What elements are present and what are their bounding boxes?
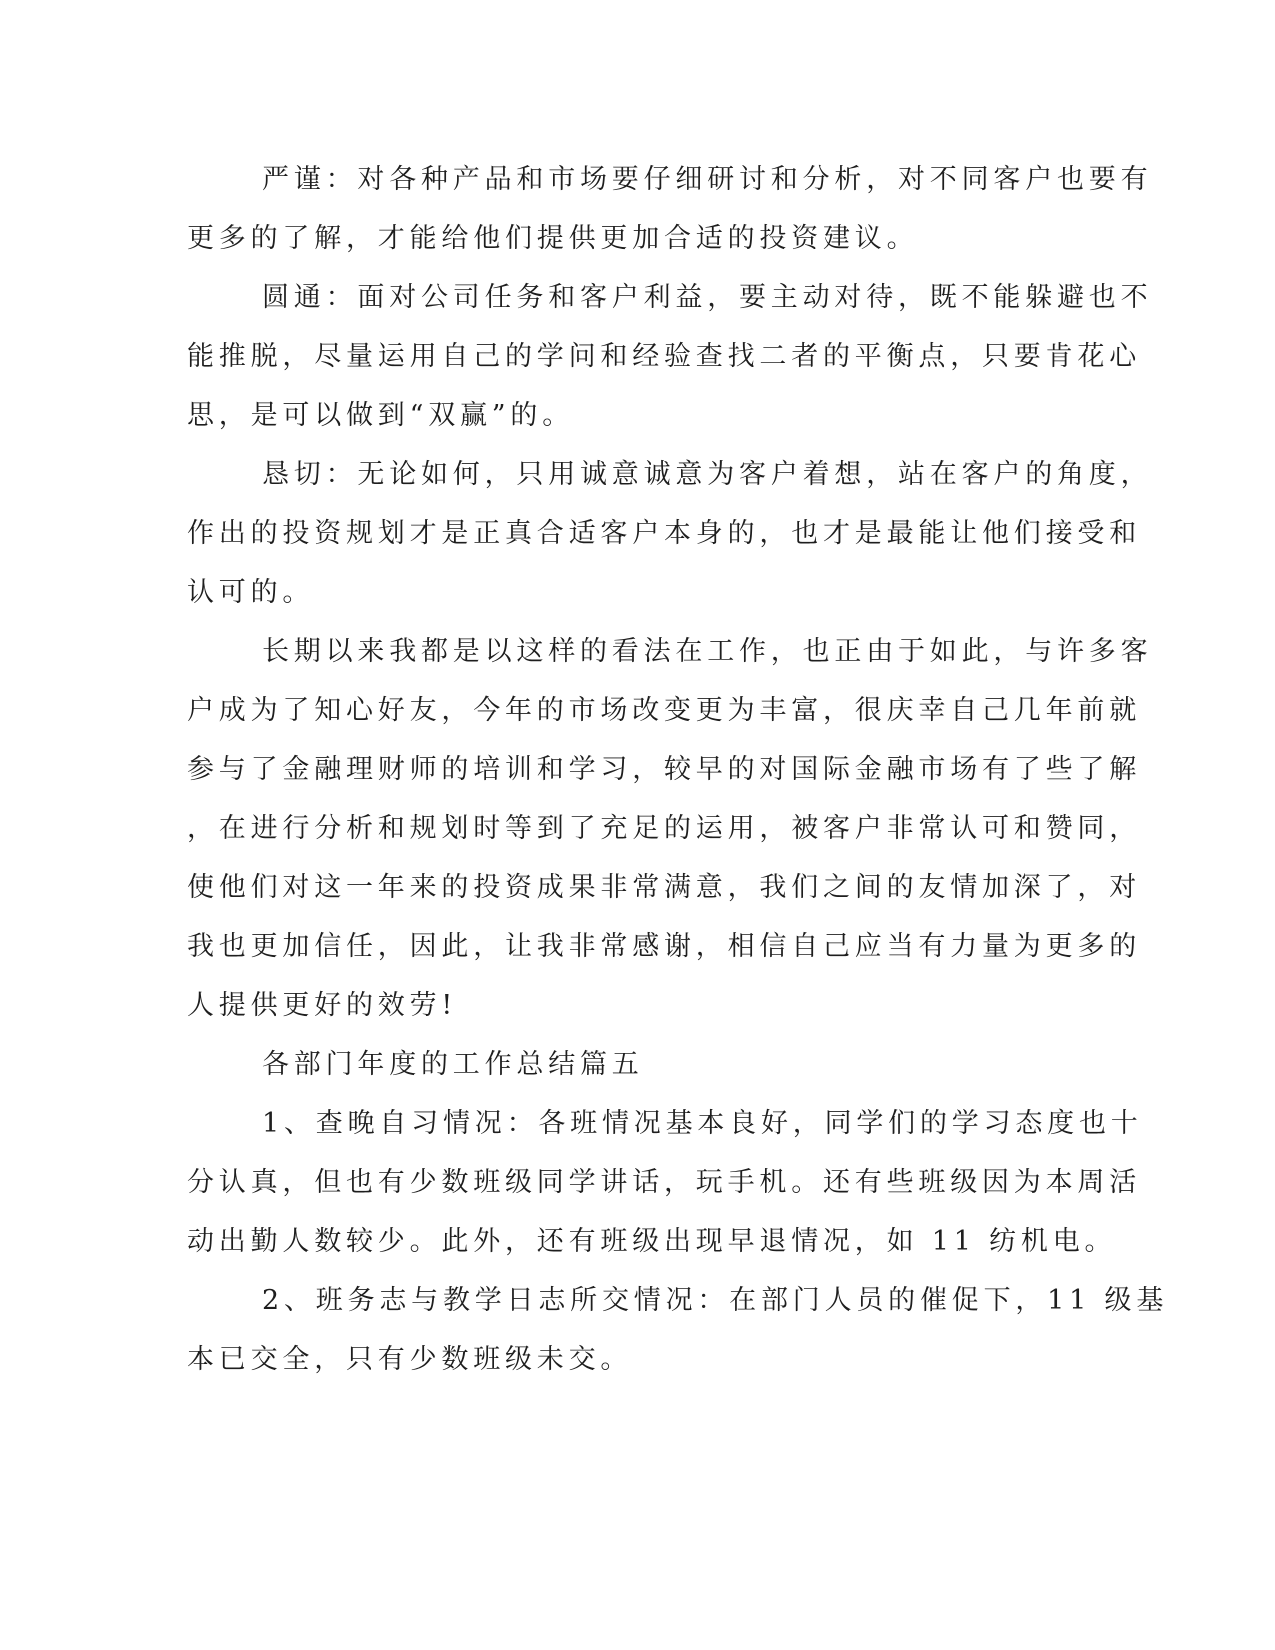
paragraph-line: 人提供更好的效劳! (187, 990, 458, 1021)
paragraph-line: 使他们对这一年来的投资成果非常满意，我们之间的友情加深了，对 (187, 872, 1141, 903)
paragraph-line: 恳切：无论如何，只用诚意诚意为客户着想，站在客户的角度， (262, 459, 1153, 490)
section-heading: 各部门年度的工作总结篇五 (262, 1049, 644, 1080)
paragraph-line: 作出的投资规划才是正真合适客户本身的，也才是最能让他们接受和 (187, 518, 1141, 549)
paragraph-line: 2、班务志与教学日志所交情况：在部门人员的催促下，11 级基 (262, 1285, 1169, 1316)
paragraph-line: 圆通：面对公司任务和客户利益，要主动对待，既不能躲避也不 (262, 282, 1153, 313)
paragraph-line: 认可的。 (187, 577, 315, 608)
paragraph-line: 我也更加信任，因此，让我非常感谢，相信自己应当有力量为更多的 (187, 931, 1141, 962)
paragraph-line: 参与了金融理财师的培训和学习，较早的对国际金融市场有了些了解 (187, 754, 1141, 785)
paragraph-line: 1、查晚自习情况：各班情况基本良好，同学们的学习态度也十 (262, 1108, 1143, 1139)
paragraph-line: 长期以来我都是以这样的看法在工作，也正由于如此，与许多客 (262, 636, 1153, 667)
paragraph-line: 动出勤人数较少。此外，还有班级出现早退情况，如 11 纺机电。 (187, 1226, 1117, 1257)
paragraph-line: 思，是可以做到“双赢”的。 (187, 400, 575, 431)
paragraph-line: 能推脱，尽量运用自己的学问和经验查找二者的平衡点，只要肯花心 (187, 341, 1141, 372)
paragraph-line: ，在进行分析和规划时等到了充足的运用，被客户非常认可和赞同， (187, 813, 1141, 844)
paragraph-line: 严谨：对各种产品和市场要仔细研讨和分析，对不同客户也要有 (262, 164, 1153, 195)
paragraph-line: 户成为了知心好友，今年的市场改变更为丰富，很庆幸自己几年前就 (187, 695, 1141, 726)
paragraph-line: 更多的了解，才能给他们提供更加合适的投资建议。 (187, 223, 919, 254)
paragraph-line: 分认真，但也有少数班级同学讲话，玩手机。还有些班级因为本周活 (187, 1167, 1141, 1198)
paragraph-line: 本已交全，只有少数班级未交。 (187, 1344, 633, 1375)
